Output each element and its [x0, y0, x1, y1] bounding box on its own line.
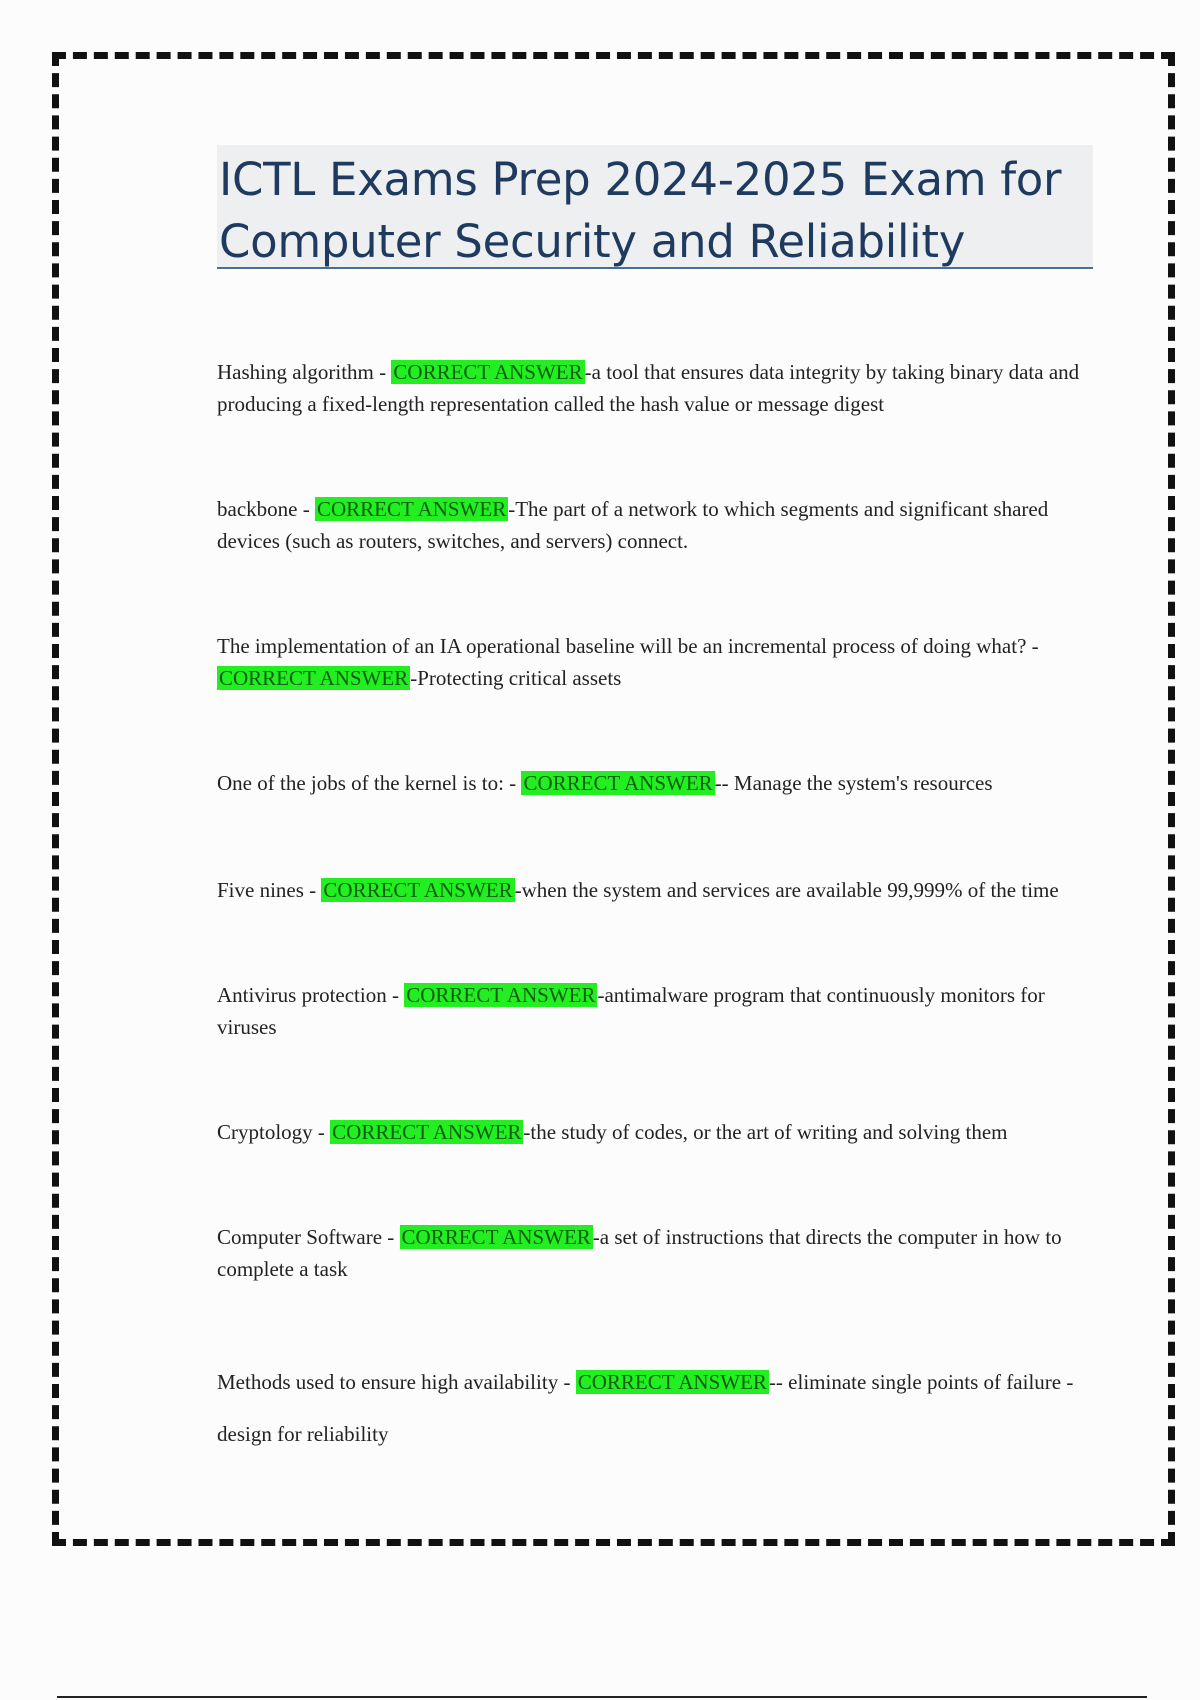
qa-item-computer-software [217, 1221, 1093, 1285]
term: Five nines - [217, 878, 322, 902]
correct-answer-label: CORRECT ANSWER [393, 360, 583, 384]
term: backbone - [217, 497, 315, 521]
answer-text: -The part of a network to which segments and significant shared devices (such as routers, switches, and servers) connect. [217, 497, 1049, 553]
document-title: ICTL Exams Prep 2024-2025 Exam for Computer Security and Reliability [219, 153, 1062, 268]
correct-answer-label: CORRECT ANSWER [523, 771, 713, 795]
answer-text: -- eliminate single points of failure - design for reliability [217, 1370, 1074, 1446]
qa-item-ia-operational-baseline [217, 630, 1093, 694]
qa-item-five-nines [217, 874, 1093, 906]
answer-text: -antimalware program that continuously monitors for viruses [217, 983, 1045, 1039]
term: One of the jobs of the kernel is to: - [217, 771, 522, 795]
footer-rule [57, 1696, 1147, 1698]
answer-text: -when the system and services are available 99,999% of the time [514, 878, 1059, 902]
page-border [52, 52, 1175, 1546]
qa-item-backbone [217, 493, 1093, 557]
answer-text: -the study of codes, or the art of writing and solving them [523, 1120, 1008, 1144]
correct-answer-label: CORRECT ANSWER [219, 666, 409, 690]
term: Antivirus protection - [217, 983, 405, 1007]
document-content [217, 145, 1093, 1446]
qa-item-hashing-algorithm [217, 356, 1093, 420]
answer-text: -- Manage the system's resources [714, 771, 993, 795]
correct-answer-label: CORRECT ANSWER [316, 497, 507, 521]
term: Hashing algorithm - [217, 360, 392, 384]
term: Methods used to ensure high availability - [217, 1370, 576, 1394]
correct-answer-label: CORRECT ANSWER [406, 983, 596, 1007]
term: Cryptology - [217, 1120, 331, 1144]
answer-text: -a tool that ensures data integrity by taking binary data and producing a fixed-length representation called the hash value or message digest [217, 360, 1080, 416]
qa-item-cryptology [217, 1116, 1093, 1148]
correct-answer-label: CORRECT ANSWER [577, 1370, 767, 1394]
qa-item-high-availability [217, 1356, 1093, 1460]
title-block [217, 145, 1093, 269]
correct-answer-label: CORRECT ANSWER [401, 1225, 591, 1249]
qa-item-antivirus-protection [217, 979, 1093, 1043]
correct-answer-label: CORRECT ANSWER [323, 878, 513, 902]
term: The implementation of an IA operational baseline will be an incremental process of doing what? - [217, 634, 1039, 658]
term: Computer Software - [217, 1225, 400, 1249]
correct-answer-label: CORRECT ANSWER [332, 1120, 522, 1144]
answer-text: -a set of instructions that directs the computer in how to complete a task [217, 1225, 1062, 1281]
answer-text: -Protecting critical assets [410, 666, 622, 690]
qa-item-kernel-jobs [217, 767, 1093, 799]
